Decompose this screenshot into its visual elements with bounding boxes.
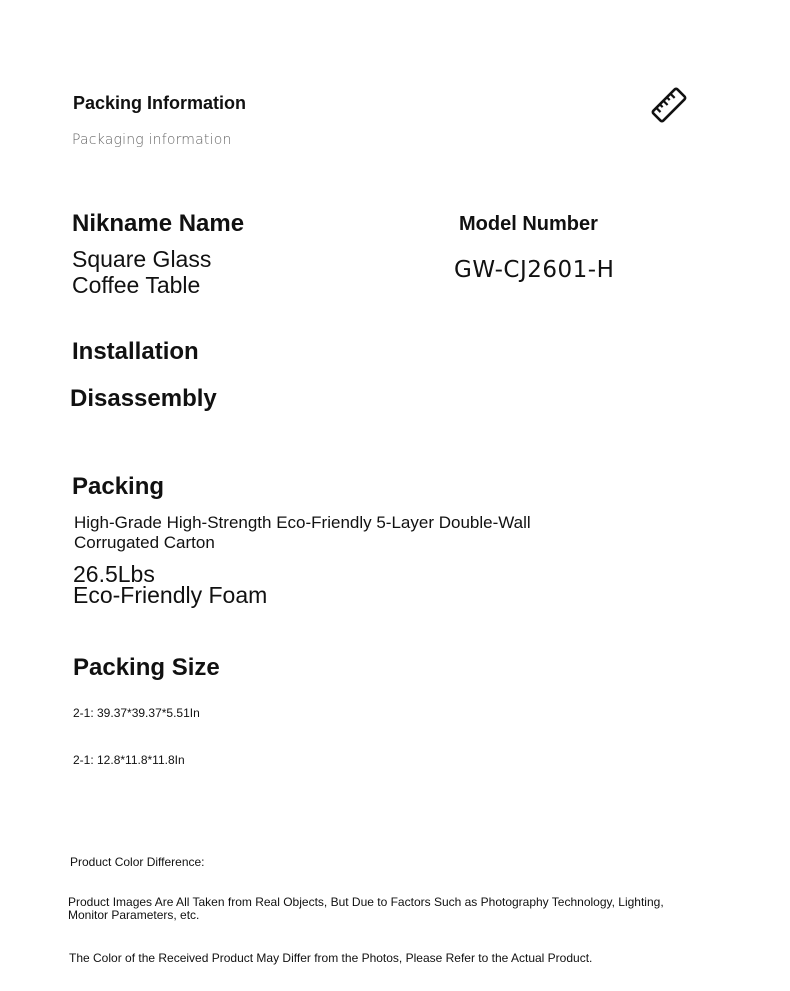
color-difference-note: The Color of the Received Product May Differ from the Photos, Please Refer to the Actual Product. (69, 951, 593, 965)
model-number-value: GW-CJ2601-H (454, 257, 615, 283)
packing-material: High-Grade High-Strength Eco-Friendly 5-Layer Double-Wall Corrugated Carton (74, 513, 531, 552)
ruler-icon (650, 86, 688, 124)
section-title: Packing Information (73, 93, 247, 113)
packing-weight: 26.5Lbs (73, 561, 155, 587)
packing-size-item: 2-1: 39.37*39.37*5.51In (73, 706, 200, 720)
model-number-label: Model Number (459, 213, 598, 235)
installation-value: Disassembly (70, 385, 217, 412)
section-subtitle: Packaging information (72, 132, 232, 148)
nickname-value: Square Glass Coffee Table (72, 246, 212, 298)
nickname-label: Nikname Name (72, 210, 245, 237)
packing-size-label: Packing Size (73, 654, 220, 681)
color-difference-title: Product Color Difference: (70, 855, 205, 869)
packing-label: Packing (72, 473, 165, 500)
color-difference-note: Product Images Are All Taken from Real Objects, But Due to Factors Such as Photography Technology, Lighting, Monitor Parameters, etc. (68, 895, 664, 922)
packing-filler: Eco-Friendly Foam (73, 582, 268, 608)
installation-label: Installation (72, 338, 199, 365)
packing-size-item: 2-1: 12.8*11.8*11.8In (73, 753, 185, 767)
